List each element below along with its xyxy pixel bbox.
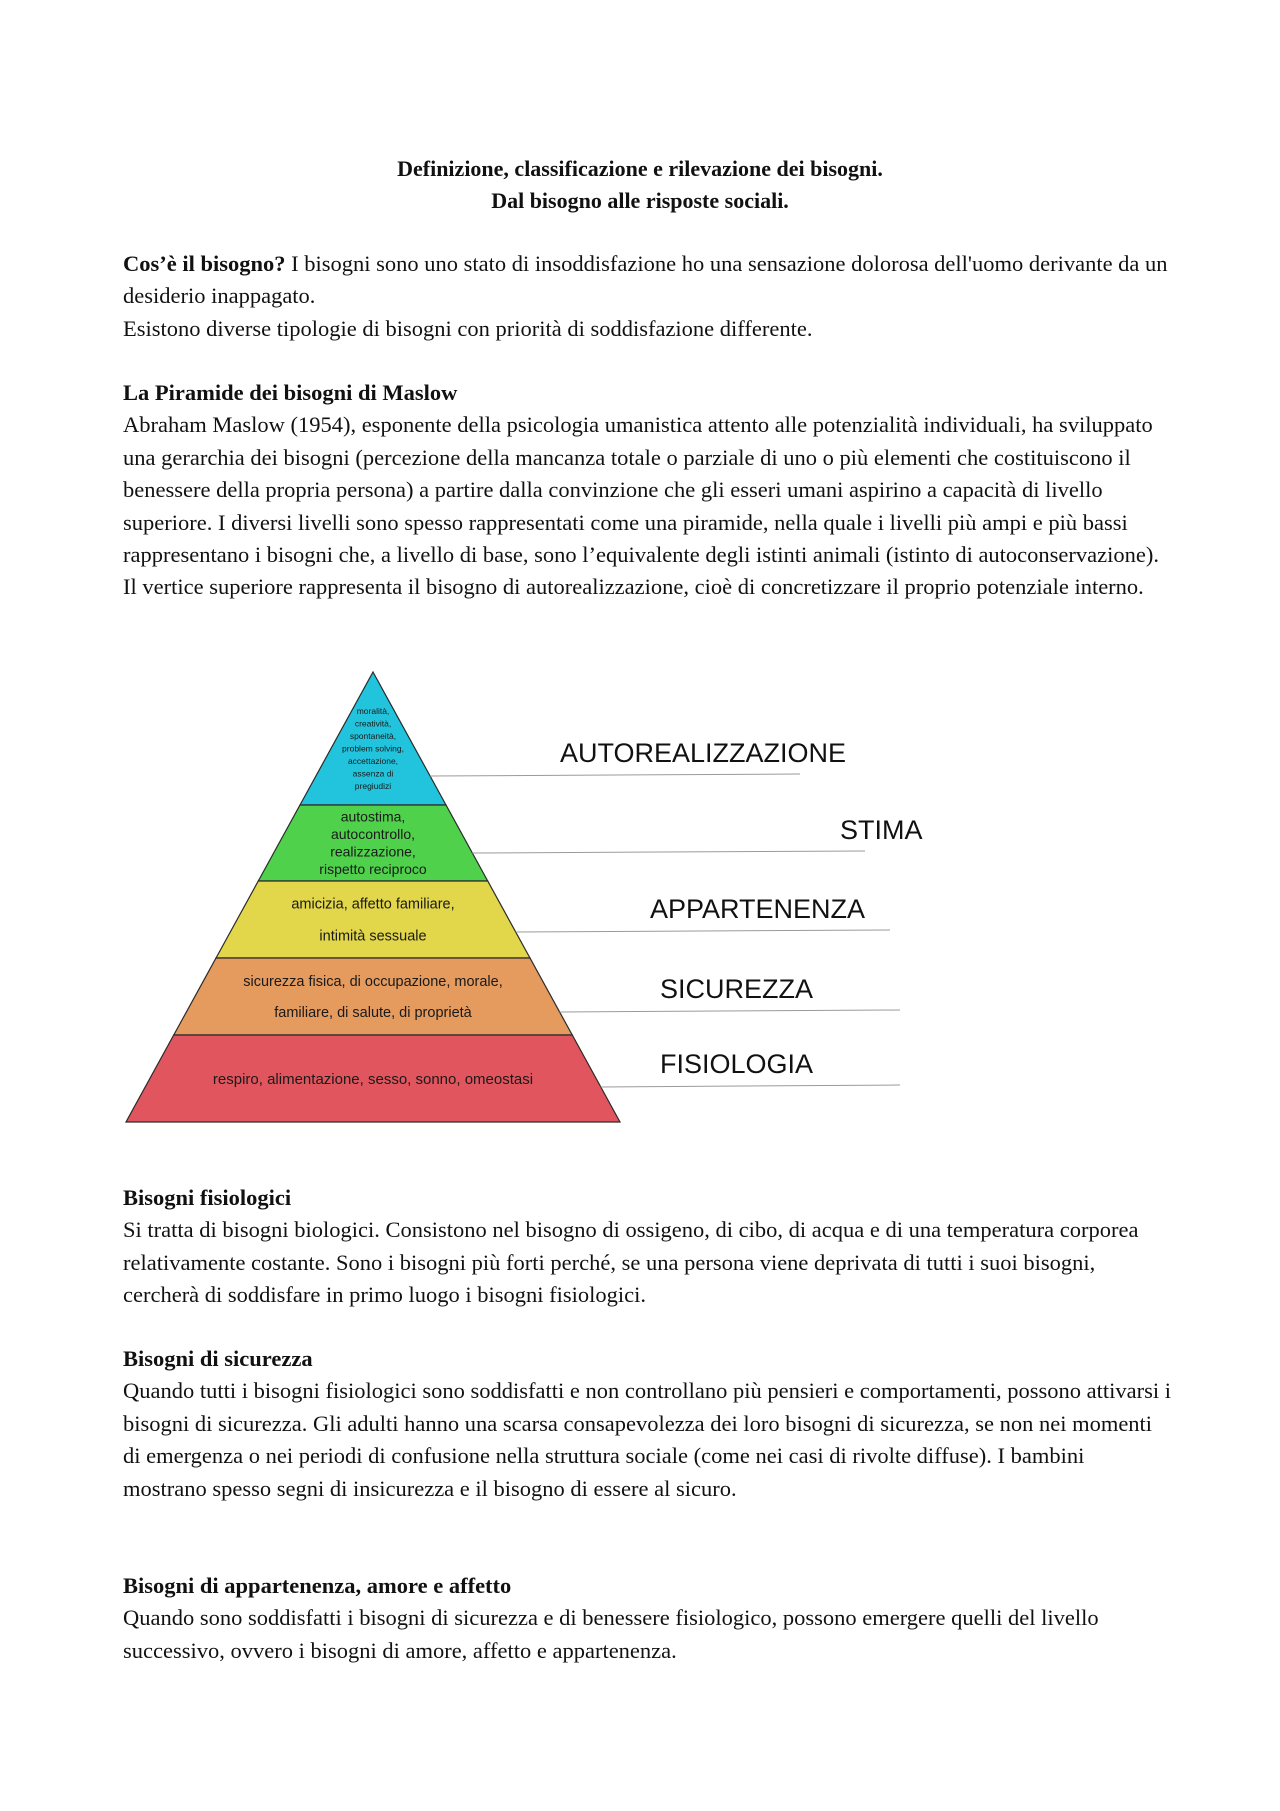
- intro-paragraph: [123, 248, 1173, 313]
- pyramid-level-autorealizzazione: [300, 672, 846, 805]
- section-heading: Bisogni di appartenenza, amore e affetto: [123, 1573, 512, 1598]
- pyramid-level-description: pregiudizi: [354, 780, 392, 791]
- document-title-line-2: Dal bisogno alle risposte sociali.: [491, 188, 789, 213]
- intro-answer: I bisogni sono uno stato di insoddisfazione ho una sensazione dolorosa dell'uomo derivante da un desiderio inappagato.: [123, 251, 1168, 309]
- section-text: Quando sono soddisfatti i bisogni di sicurezza e di benessere fisiologico, possono emergere quelli del livello successivo, ovvero i bisogni di amore, affetto e appartenenza.: [123, 1605, 1099, 1663]
- pyramid-band: [216, 881, 530, 958]
- pyramid-level-description: autocontrollo,: [330, 826, 416, 843]
- pyramid-level-description: assenza di: [352, 768, 394, 779]
- pyramid-level-description: autostima,: [340, 808, 406, 825]
- section-physiological: [123, 1182, 1173, 1312]
- pyramid-level-label: FISIOLOGIA: [660, 1049, 814, 1079]
- pyramid-level-description: amicizia, affetto familiare,: [291, 896, 455, 913]
- pyramid-level-fisiologia: [126, 1035, 900, 1122]
- pyramid-level-stima: [258, 805, 922, 881]
- pyramid-level-description: sicurezza fisica, di occupazione, morale,: [243, 974, 503, 991]
- pyramid-leader-line: [560, 1010, 900, 1012]
- pyramid-level-label: SICUREZZA: [660, 974, 814, 1004]
- section-text: Quando tutti i bisogni fisiologici sono soddisfatti e non controllano più pensieri e comportamenti, possono attivarsi i bisogni di sicurezza. Gli adulti hanno una scarsa consapevolezza dei loro bisogni di sicurezza, se non nei momenti di emergenza o nei periodi di confusione nella struttura sociale (come nei casi di rivolte diffuse). I bambini mostrano spesso segni di insicurezza e il bisogno di essere al sicuro.: [123, 1378, 1171, 1501]
- pyramid-level-appartenenza: [216, 881, 890, 958]
- maslow-block: [123, 377, 1173, 604]
- pyramid-level-description: rispetto reciproco: [319, 861, 427, 878]
- pyramid-band: [174, 958, 572, 1035]
- pyramid-leader-line: [601, 1085, 900, 1087]
- pyramid-level-description: realizzazione,: [330, 843, 416, 860]
- intro-line-2: Esistono diverse tipologie di bisogni con priorità di soddisfazione differente.: [123, 315, 813, 341]
- pyramid-level-description: spontaneità,: [349, 730, 397, 741]
- intro-question: Cos’è il bisogno?: [123, 251, 286, 276]
- section-safety: [123, 1343, 1173, 1505]
- intro-block: [123, 248, 1173, 345]
- pyramid-leader-line: [516, 930, 890, 932]
- pyramid-level-description: problem solving,: [342, 743, 404, 754]
- pyramid-level-description: intimità sessuale: [319, 928, 427, 945]
- pyramid-level-description: respiro, alimentazione, sesso, sonno, omeostasi: [212, 1070, 534, 1088]
- section-belonging: [123, 1570, 1173, 1667]
- maslow-pyramid-figure: [120, 668, 960, 1128]
- pyramid-level-description: moralità,: [356, 705, 390, 716]
- pyramid-level-description: accettazione,: [347, 755, 399, 766]
- pyramid-level-label: AUTOREALIZZAZIONE: [560, 738, 847, 768]
- pyramid-leader-line: [472, 851, 865, 853]
- pyramid-level-description: familiare, di salute, di proprietà: [274, 1005, 472, 1022]
- pyramid-level-label: STIMA: [840, 815, 923, 845]
- section-text: Si tratta di bisogni biologici. Consistono nel bisogno di ossigeno, di cibo, di acqua e di una temperatura corporea relativamente costante. Sono i bisogni più forti perché, se una persona viene deprivata di tutti i suoi bisogni, cercherà di soddisfare in primo luogo i bisogni fisiologici.: [123, 1217, 1139, 1308]
- pyramid-level-label: APPARTENENZA: [650, 894, 866, 924]
- pyramid-level-sicurezza: [174, 958, 900, 1035]
- pyramid-leader-line: [430, 774, 800, 776]
- document-title-line-1: Definizione, classificazione e rilevazione dei bisogni.: [397, 156, 883, 181]
- maslow-heading: La Piramide dei bisogni di Maslow: [123, 380, 458, 405]
- maslow-paragraph: Abraham Maslow (1954), esponente della psicologia umanistica attento alle potenzialità individuali, ha sviluppato una gerarchia dei bisogni (percezione della mancanza totale o parziale di uno o più elementi che costituiscono il benessere della propria persona) a partire dalla convinzione che gli esseri umani aspirino a capacità di livello superiore. I diversi livelli sono spesso rappresentati come una piramide, nella quale i livelli più ampi e più bassi rappresentano i bisogni che, a livello di base, sono l’equivalente degli istinti animali (istinto di autoconservazione). Il vertice superiore rappresenta il bisogno di autorealizzazione, cioè di concretizzare il proprio potenziale interno.: [123, 412, 1159, 600]
- section-heading: Bisogni di sicurezza: [123, 1346, 313, 1371]
- pyramid-level-description: creatività,: [354, 718, 392, 729]
- section-heading: Bisogni fisiologici: [123, 1185, 292, 1210]
